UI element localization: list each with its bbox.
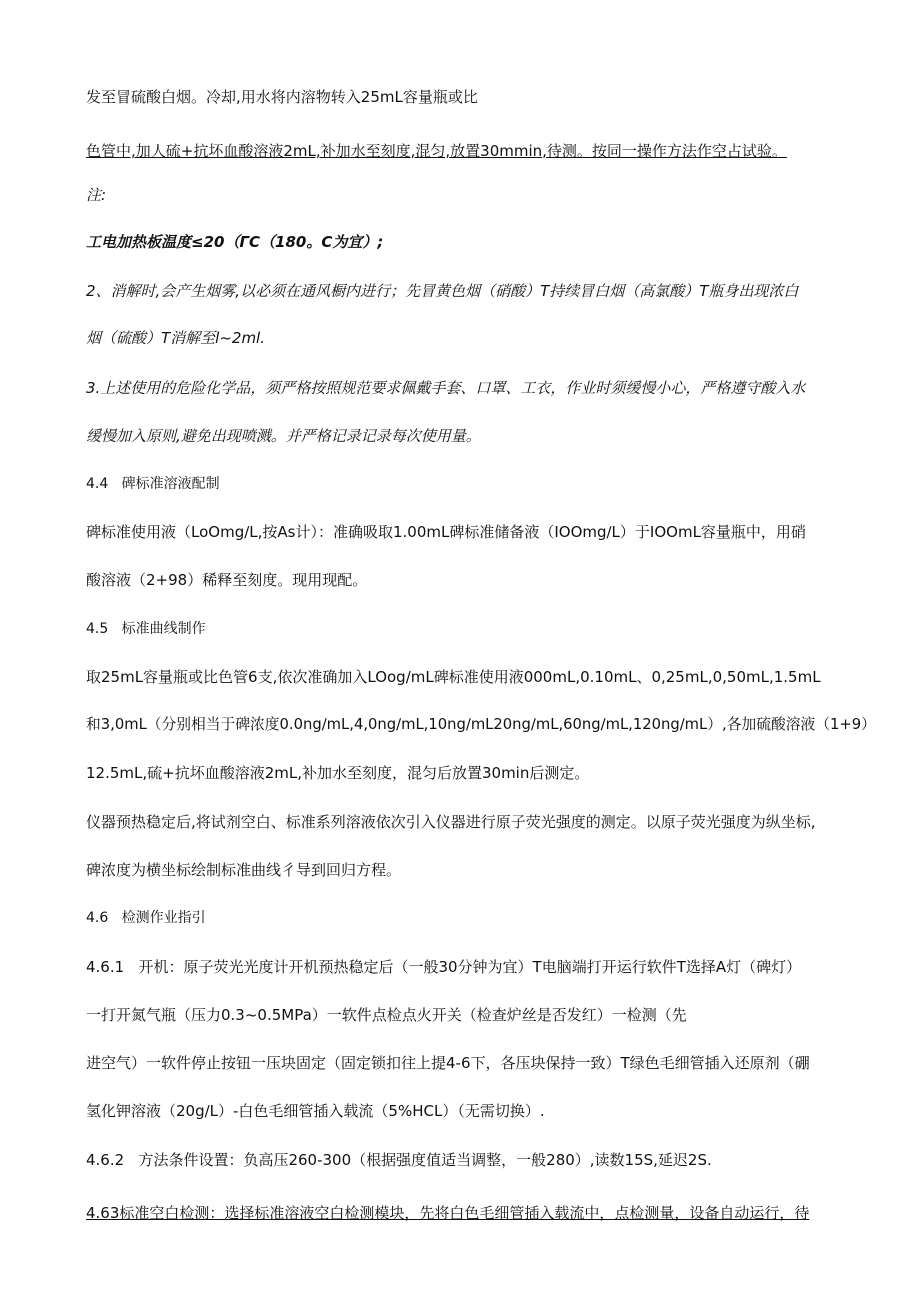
note-item-1: 工电加热板温度≤20（ГC（180。C为宜）; — [86, 233, 384, 251]
paragraph-line: 和3,0mL（分别相当于碑浓度0.0ng∕mL,4,0ng∕mL,10ng∕mL20ng∕mL,60ng∕mL,120ng∕mL）,各加硫酸溶液（1+9） — [86, 716, 876, 733]
paragraph-line: 12.5mL,硫+抗坏血酸溶液2mL,补加水至刻度，混匀后放置30min后测定。 — [86, 764, 590, 782]
paragraph-line: 仪器预热稳定后,将试剂空白、标准系列溶液依次引入仪器进行原子荧光强度的测定。以原子荧光强度为纵坐标, — [86, 813, 816, 831]
paragraph-line: 4.6.1 开机：原子荧光光度计开机预热稳定后（一般30分钟为宜）T电脑端打开运行软件T选择A灯（碑灯） — [86, 958, 802, 976]
section-heading-4-5: 4.5 标准曲线制作 — [86, 621, 206, 637]
paragraph-line: 4.63标准空白检测：选择标准溶液空白检测模块，先将白色毛细管插入载流中，点检测量，设备自动运行，待 — [86, 1204, 810, 1222]
section-heading-4-6: 4.6 检测作业指引 — [86, 910, 206, 926]
note-item-2-cont: 烟（硫酸）T消解至l~2ml. — [86, 329, 265, 347]
paragraph-line: 氢化钾溶液（20g∕L）-白色毛细管插入载流（5%HCL）（无需切换）. — [86, 1102, 545, 1120]
paragraph-line: 4.6.2 方法条件设置：负高压260-300（根据强度值适当调整，一般280）,读数15S,延迟2S. — [86, 1151, 712, 1169]
paragraph-line: 碑浓度为横坐标绘制标准曲线彳导到回归方程。 — [86, 861, 402, 879]
paragraph-line: 色管中,加人硫+抗坏血酸溶液2mL,补加水至刻度,混匀,放置30mmin,待测。按同一操作方法作空占试验。 — [86, 142, 787, 160]
note-label: 注: — [86, 186, 107, 204]
paragraph-line: 碑标准使用液（LoOmg∕L,按As计）：准确吸取1.00mL碑标准储备液（IOOmg∕L）于IOOmL容量瓶中，用硝 — [86, 523, 806, 541]
note-item-2: 2、消解时,会产生烟雾,以必须在通风橱内进行；先冒黄色烟（硝酸）T持续冒白烟（高氯酸）T瓶身出现浓白 — [86, 282, 799, 300]
section-heading-4-4: 4.4 碑标准溶液配制 — [86, 476, 220, 492]
note-item-3: 3.上述使用的危险化学品，须严格按照规范要求佩戴手套、口罩、工衣，作业时须缓慢小心，严格遵守酸入水 — [86, 379, 806, 397]
note-item-3-cont: 缓慢加入原则,避免出现喷溅。并严格记录记录每次使用量。 — [86, 427, 481, 445]
paragraph-line: 取25mL容量瓶或比色管6支,依次准确加入LOog/mL碑标准使用液000mL,0.10mL、0,25mL,0,50mL,1.5mL — [86, 668, 821, 686]
paragraph-line: 进空气）一软件停止按钮一压块固定（固定锁扣往上提4-6下，各压块保持一致）T绿色毛细管插入还原剂（硼 — [86, 1054, 810, 1072]
paragraph-line: 酸溶液（2+98）稀释至刻度。现用现配。 — [86, 571, 368, 589]
paragraph-line: 一打开氮气瓶（压力0.3~0.5MPa）一软件点检点火开关（检查炉丝是否发红）一检测（先 — [86, 1006, 687, 1024]
paragraph-line: 发至冒硫酸白烟。冷却,用水将内溶物转入25mL容量瓶或比 — [86, 88, 478, 106]
